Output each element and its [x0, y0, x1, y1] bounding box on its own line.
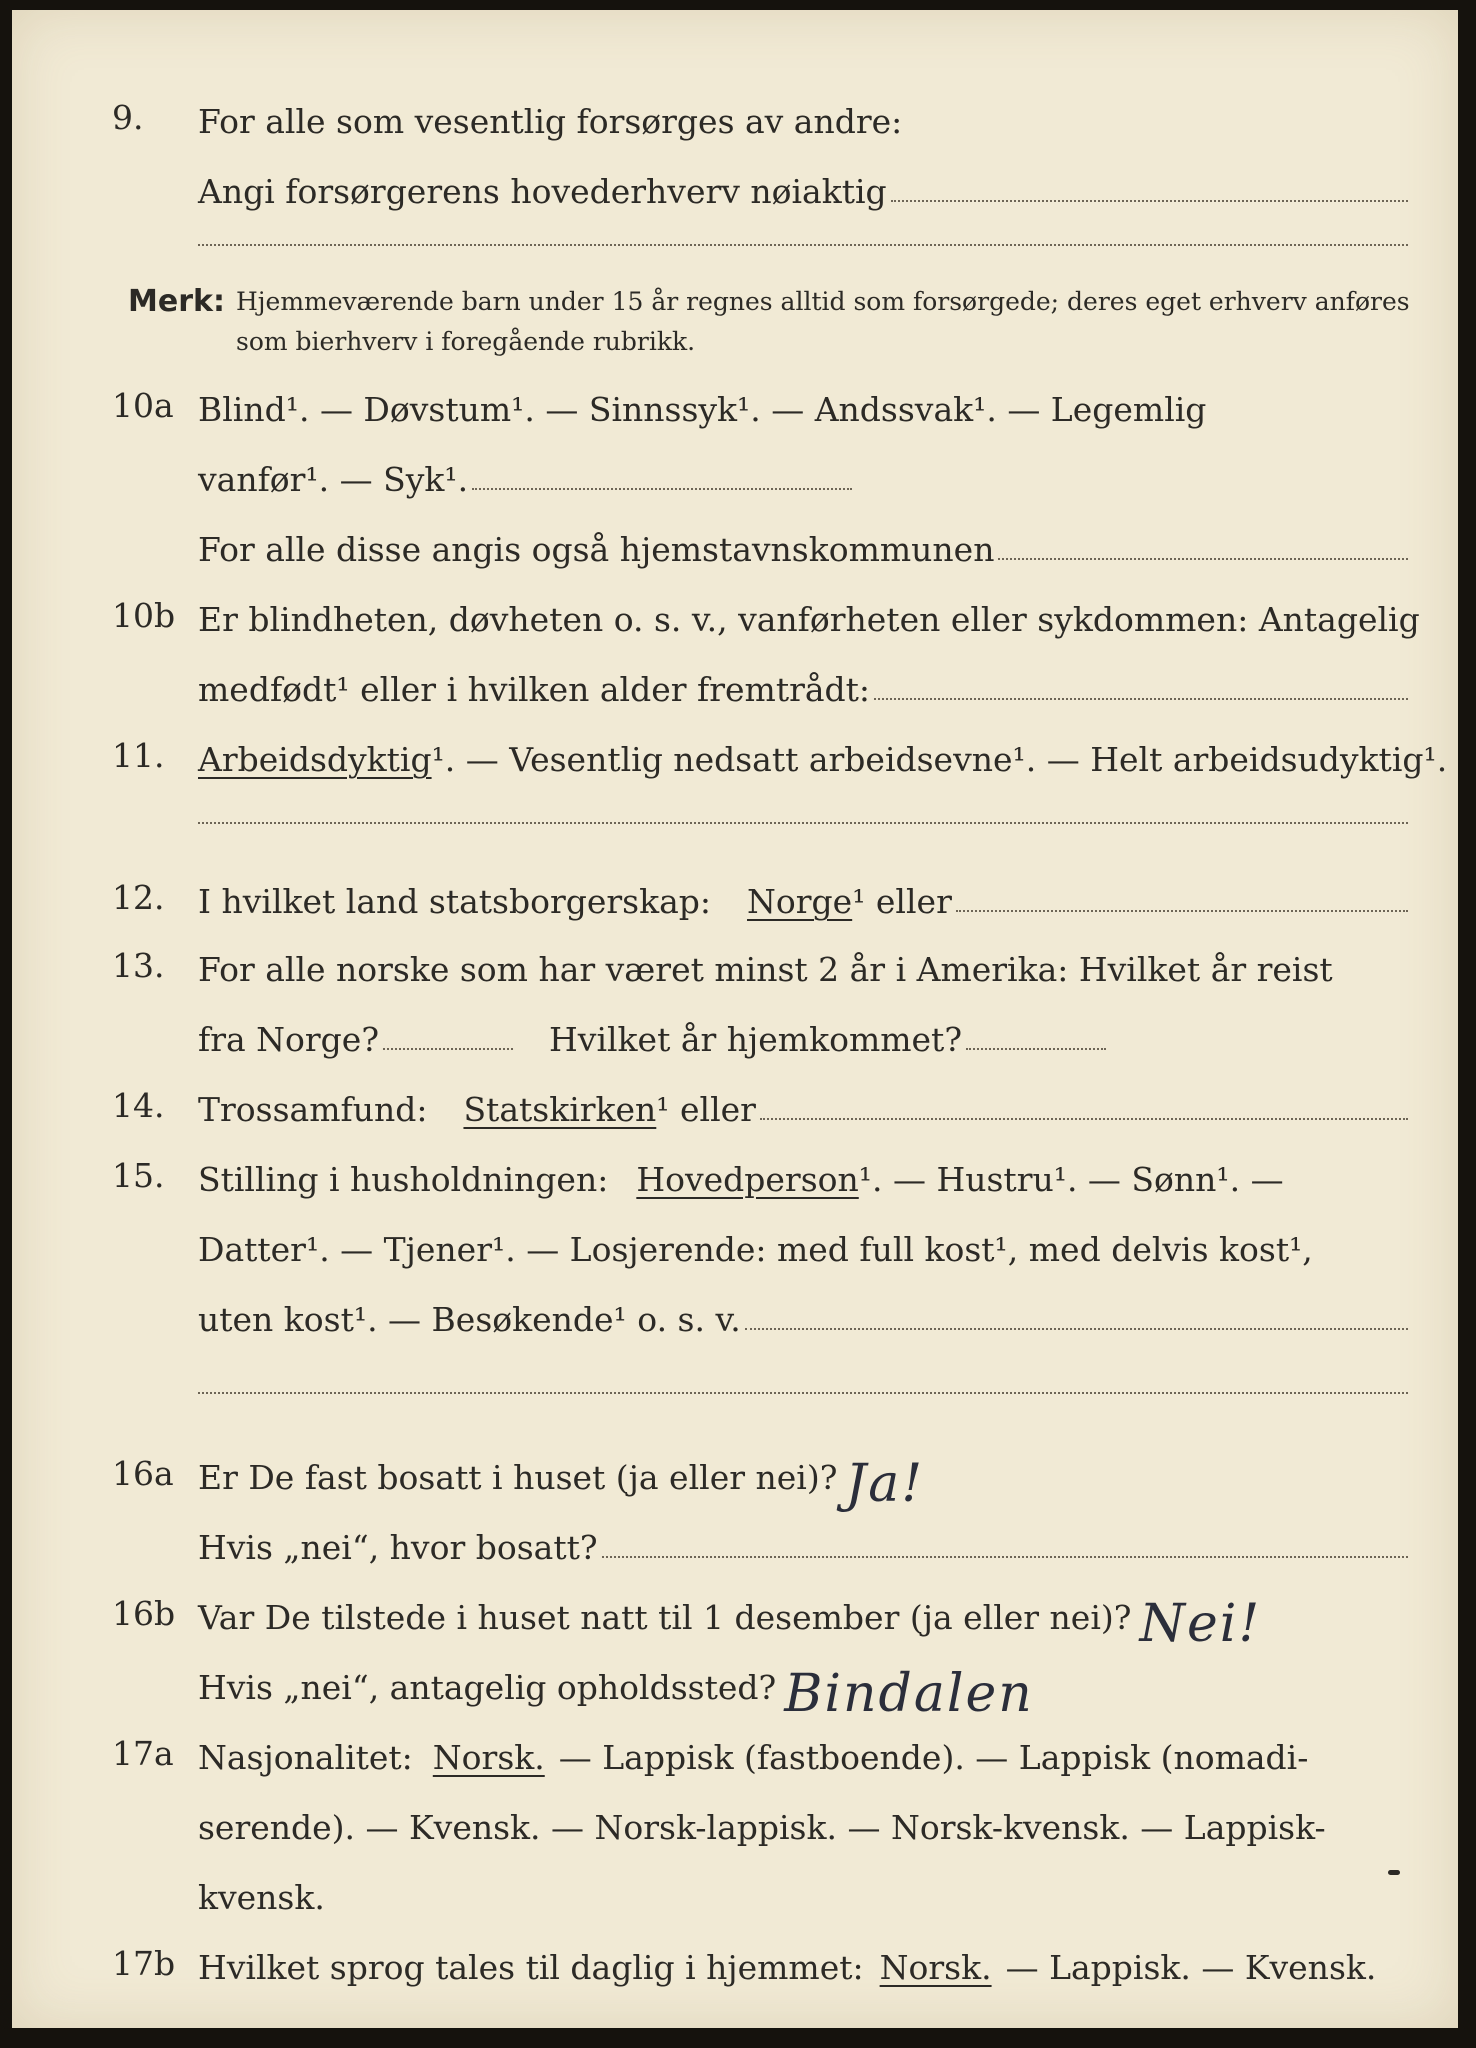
q16a-residence-field[interactable]: [602, 1550, 1408, 1558]
q13-line-2: [198, 1004, 1408, 1060]
q10a-line-3: [198, 514, 1408, 570]
q10b-onset-age-field[interactable]: [874, 692, 1408, 700]
q10b-text-1: Er blindheten, døvheten o. s. v., vanførheten eller sykdommen: Antagelig: [198, 600, 1420, 639]
q16b-question: Var De tilstede i huset natt til 1 desember (ja eller nei)?: [198, 1598, 1132, 1637]
q15-selected-option[interactable]: Hovedperson: [636, 1160, 859, 1199]
q17a-number: 17a: [112, 1734, 174, 1773]
census-form-page: [12, 10, 1458, 2028]
q14-prompt: Trossamfund:: [198, 1090, 428, 1129]
ink-blot: [1388, 1870, 1400, 1875]
q17a-selected-option[interactable]: Norsk.: [432, 1738, 545, 1777]
q15-line-2: [198, 1214, 1408, 1270]
q10b-number: 10b: [112, 596, 176, 635]
q13-text-1: For alle norske som har været minst 2 år i Amerika: Hvilket år reist: [198, 950, 1333, 989]
q16a-line-2: [198, 1512, 1408, 1568]
q15-answer-line[interactable]: [198, 1392, 1408, 1394]
q11-options: ¹. — Vesentlig nedsatt arbeidsevne¹. — Helt arbeidsudyktig¹.: [431, 740, 1448, 779]
q9-line-1: [112, 86, 1408, 142]
q13-return-year-field[interactable]: [966, 1042, 1106, 1050]
q13-line-1: [112, 934, 1408, 990]
q15-other-role-field[interactable]: [745, 1322, 1408, 1330]
q16b-line-1: [112, 1582, 1408, 1654]
q17b-options: — Lappisk. — Kvensk.: [1005, 1948, 1377, 1987]
q17a-options-3: kvensk.: [198, 1878, 325, 1917]
q15-line-1: [112, 1144, 1408, 1200]
q11-answer-line[interactable]: [198, 822, 1408, 824]
q14-other-faith-field[interactable]: [760, 1112, 1408, 1120]
q16b-followup: Hvis „nei“, antagelig opholdssted?: [198, 1668, 777, 1707]
q9-number: 9.: [112, 98, 144, 137]
q17a-options-1: — Lappisk (fastboende). — Lappisk (nomadi-: [558, 1738, 1309, 1777]
q11-number: 11.: [112, 736, 165, 775]
q15-options-2: Datter¹. — Tjener¹. — Losjerende: med full kost¹, med delvis kost¹,: [198, 1230, 1313, 1269]
q15-options-1: ¹. — Hustru¹. — Sønn¹. —: [858, 1160, 1284, 1199]
q10a-line-1: [112, 374, 1408, 430]
q16a-handwritten-answer[interactable]: Ja!: [845, 1454, 925, 1514]
q10a-home-municipality-field[interactable]: [998, 552, 1408, 560]
q17a-prompt: Nasjonalitet:: [198, 1738, 413, 1777]
q15-number: 15.: [112, 1156, 165, 1195]
q14-or: ¹ eller: [656, 1090, 756, 1129]
q15-options-3: uten kost¹. — Besøkende¹ o. s. v.: [198, 1300, 741, 1339]
q17a-line-2: [198, 1792, 1408, 1848]
q11-line: [112, 724, 1448, 780]
q16b-number: 16b: [112, 1594, 176, 1633]
q12-line: [112, 866, 1408, 922]
q14-selected-option[interactable]: Statskirken: [463, 1090, 657, 1129]
q13-return-label: Hvilket år hjemkommet?: [549, 1020, 963, 1059]
q10b-text-2: medfødt¹ eller i hvilken alder fremtrådt:: [198, 670, 871, 709]
q16a-followup: Hvis „nei“, hvor bosatt?: [198, 1528, 598, 1567]
q9-answer-field[interactable]: [891, 194, 1408, 202]
q9-extra-answer-line[interactable]: [198, 244, 1408, 246]
q10a-line-2: [198, 444, 1408, 500]
q15-prompt: Stilling i husholdningen:: [198, 1160, 609, 1199]
q9-text-1: For alle som vesentlig forsørges av andre:: [198, 102, 903, 141]
q9-line-2: [198, 156, 1408, 212]
q17b-prompt: Hvilket sprog tales til daglig i hjemmet:: [198, 1948, 864, 1987]
q10a-number: 10a: [112, 386, 174, 425]
q16a-line-1: [112, 1442, 1408, 1514]
q16b-handwritten-answer[interactable]: Nei!: [1139, 1594, 1262, 1654]
q16b-line-2: [198, 1652, 1408, 1724]
q10a-text-2: vanfør¹. — Syk¹.: [198, 460, 469, 499]
q10a-text-3: For alle disse angis også hjemstavnskommunen: [198, 530, 995, 569]
merk-note: Hjemmeværende barn under 15 år regnes alltid som forsørgede; deres eget erhverv anføres som bierhverv i foregående rubrikk.: [236, 287, 1410, 356]
q17a-options-2: serende). — Kvensk. — Norsk-lappisk. — Norsk-kvensk. — Lappisk-: [198, 1808, 1326, 1847]
q12-prompt: I hvilket land statsborgerskap:: [198, 882, 712, 921]
q13-departure-label: fra Norge?: [198, 1020, 380, 1059]
q13-number: 13.: [112, 946, 165, 985]
q17a-line-1: [112, 1722, 1408, 1778]
q12-or: ¹ eller: [852, 882, 952, 921]
merk-label: Merk:: [128, 284, 225, 319]
q10a-text-1: Blind¹. — Døvstum¹. — Sinnssyk¹. — Andssvak¹. — Legemlig: [198, 390, 1207, 429]
q17a-line-3: [198, 1862, 1408, 1918]
q10a-sick-field[interactable]: [472, 482, 852, 490]
q12-other-country-field[interactable]: [956, 904, 1408, 912]
q10b-line-2: [198, 654, 1408, 710]
q16a-number: 16a: [112, 1454, 174, 1493]
q10b-line-1: [112, 584, 1420, 640]
q16a-question: Er De fast bosatt i huset (ja eller nei)?: [198, 1458, 838, 1497]
q15-line-3: [198, 1284, 1408, 1340]
q16b-handwritten-location[interactable]: Bindalen: [784, 1664, 1034, 1724]
q12-number: 12.: [112, 878, 165, 917]
q9-text-2: Angi forsørgerens hovederhverv nøiaktig: [198, 172, 887, 211]
q12-selected-option[interactable]: Norge: [747, 882, 853, 921]
q13-departure-year-field[interactable]: [383, 1042, 513, 1050]
q14-line: [112, 1074, 1408, 1130]
q14-number: 14.: [112, 1086, 165, 1125]
q17b-line: [112, 1932, 1408, 1988]
q17b-number: 17b: [112, 1944, 176, 1983]
q17b-selected-option[interactable]: Norsk.: [879, 1948, 992, 1987]
q11-selected-option[interactable]: Arbeidsdyktig: [198, 740, 432, 779]
